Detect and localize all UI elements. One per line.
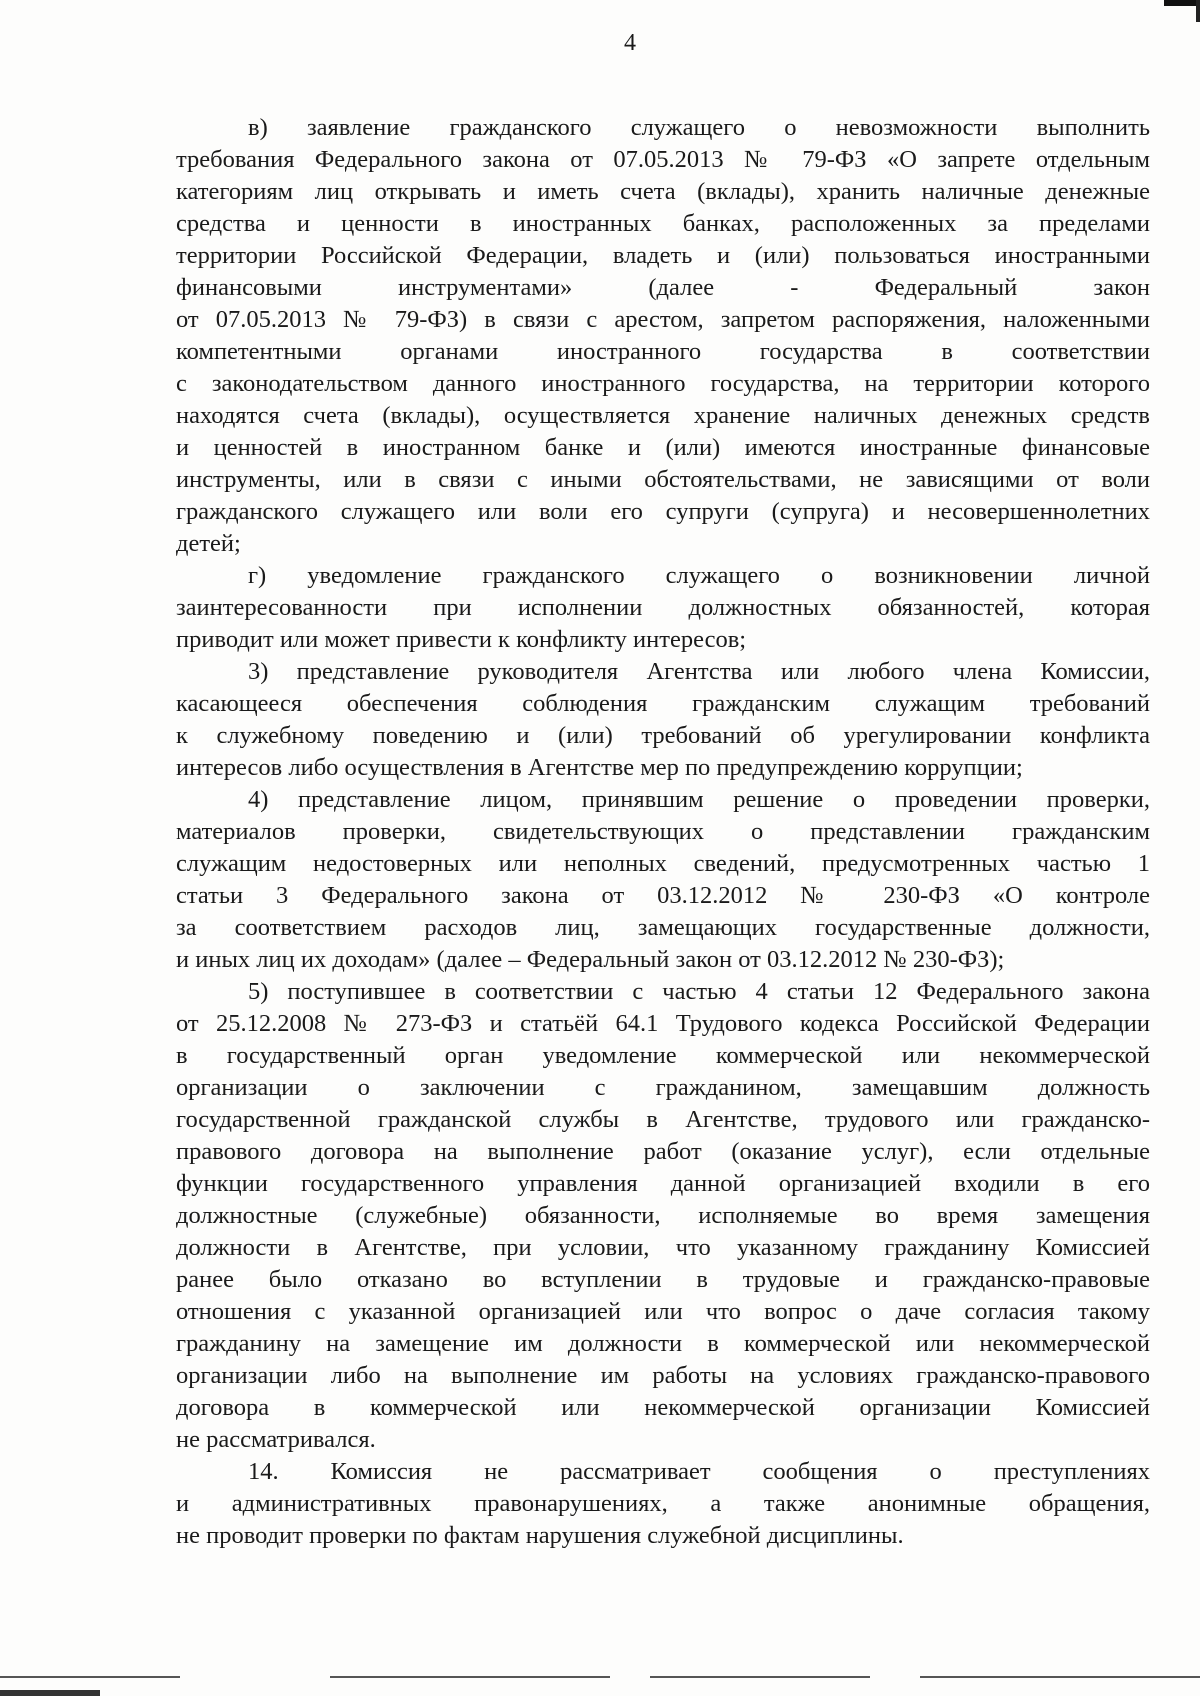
text-line: организации либо на выполнение им работы на условиях гражданско-правового xyxy=(176,1362,1150,1389)
text-line: материалов проверки, свидетельствующих о представлении гражданским xyxy=(176,818,1150,845)
text-line: государственной гражданской службы в Агентстве, трудового или гражданско- xyxy=(176,1106,1150,1133)
text-line: и административных правонарушениях, а также анонимные обращения, xyxy=(176,1490,1150,1517)
text-line: правового договора на выполнение работ (оказание услуг), если отдельные xyxy=(176,1138,1150,1165)
text-line: 3) представление руководителя Агентства или любого члена Комиссии, xyxy=(248,658,1150,685)
scan-artifact xyxy=(650,1676,870,1678)
text-line: не проводит проверки по фактам нарушения служебной дисциплины. xyxy=(176,1522,904,1549)
scan-artifact xyxy=(1196,0,1200,22)
text-line: служащим недостоверных или неполных сведений, предусмотренных частью 1 xyxy=(176,850,1150,877)
text-line: отношения с указанной организацией или что вопрос о даче согласия такому xyxy=(176,1298,1150,1325)
scan-artifact xyxy=(0,1676,180,1678)
text-line: касающееся обеспечения соблюдения гражданским служащим требований xyxy=(176,690,1150,717)
text-line: ранее было отказано во вступлении в трудовые и гражданско-правовые xyxy=(176,1266,1150,1293)
text-line: компетентными органами иностранного государства в соответствии xyxy=(176,338,1150,365)
text-line: функции государственного управления данной организацией входили в его xyxy=(176,1170,1150,1197)
text-line: 5) поступившее в соответствии с частью 4 статьи 12 Федерального закона xyxy=(248,978,1150,1005)
text-line: и ценностей в иностранном банке и (или) имеются иностранные финансовые xyxy=(176,434,1150,461)
text-line: территории Российской Федерации, владеть и (или) пользоваться иностранными xyxy=(176,242,1150,269)
text-line: статьи 3 Федерального закона от 03.12.2012 № 230-ФЗ «О контроле xyxy=(176,882,1150,909)
page-number: 4 xyxy=(624,30,636,56)
text-line: средства и ценности в иностранных банках, расположенных за пределами xyxy=(176,210,1150,237)
text-line: от 07.05.2013 № 79-ФЗ) в связи с арестом, запретом распоряжения, наложенными xyxy=(176,306,1150,333)
text-line: договора в коммерческой или некоммерческой организации Комиссией xyxy=(176,1394,1150,1421)
text-line: за соответствием расходов лиц, замещающих государственные должности, xyxy=(176,914,1150,941)
text-line: к служебному поведению и (или) требований об урегулировании конфликта xyxy=(176,722,1150,749)
text-line: детей; xyxy=(176,530,241,557)
text-line: 4) представление лицом, принявшим решение о проведении проверки, xyxy=(248,786,1150,813)
document-body xyxy=(176,112,1150,1552)
text-line: приводит или может привести к конфликту интересов; xyxy=(176,626,747,653)
text-line: организации о заключении с гражданином, замещавшим должность xyxy=(176,1074,1150,1101)
scan-artifact xyxy=(330,1676,610,1678)
scan-artifact xyxy=(0,1690,100,1696)
text-line: 14. Комиссия не рассматривает сообщения о преступлениях xyxy=(248,1458,1150,1485)
scan-artifact xyxy=(920,1676,1200,1678)
text-line: от 25.12.2008 № 273-ФЗ и статьёй 64.1 Трудового кодекса Российской Федерации xyxy=(176,1010,1150,1037)
text-line: интересов либо осуществления в Агентстве мер по предупреждению коррупции; xyxy=(176,754,1023,781)
text-line: гражданского служащего или воли его супруги (супруга) и несовершеннолетних xyxy=(176,498,1150,525)
text-line: заинтересованности при исполнении должностных обязанностей, которая xyxy=(176,594,1150,621)
text-line: инструменты, или в связи с иными обстоятельствами, не зависящими от воли xyxy=(176,466,1150,493)
text-line: гражданину на замещение им должности в коммерческой или некоммерческой xyxy=(176,1330,1150,1357)
text-line: требования Федерального закона от 07.05.2013 № 79-ФЗ «О запрете отдельным xyxy=(176,146,1150,173)
text-line: с законодательством данного иностранного государства, на территории которого xyxy=(176,370,1150,397)
scan-artifact xyxy=(1164,0,1200,6)
text-line: находятся счета (вклады), осуществляется хранение наличных денежных средств xyxy=(176,402,1150,429)
text-line: должности в Агентстве, при условии, что указанному гражданину Комиссией xyxy=(176,1234,1150,1261)
text-line: и иных лиц их доходам» (далее – Федеральный закон от 03.12.2012 № 230-ФЗ); xyxy=(176,946,1005,973)
text-line: г) уведомление гражданского служащего о возникновении личной xyxy=(248,562,1150,589)
text-line: категориям лиц открывать и иметь счета (вклады), хранить наличные денежные xyxy=(176,178,1150,205)
text-line: финансовыми инструментами» (далее - Федеральный закон xyxy=(176,274,1150,301)
text-line: не рассматривался. xyxy=(176,1426,376,1453)
text-line: должностные (служебные) обязанности, исполняемые во время замещения xyxy=(176,1202,1150,1229)
text-line: в) заявление гражданского служащего о невозможности выполнить xyxy=(248,114,1150,141)
text-line: в государственный орган уведомление коммерческой или некоммерческой xyxy=(176,1042,1150,1069)
